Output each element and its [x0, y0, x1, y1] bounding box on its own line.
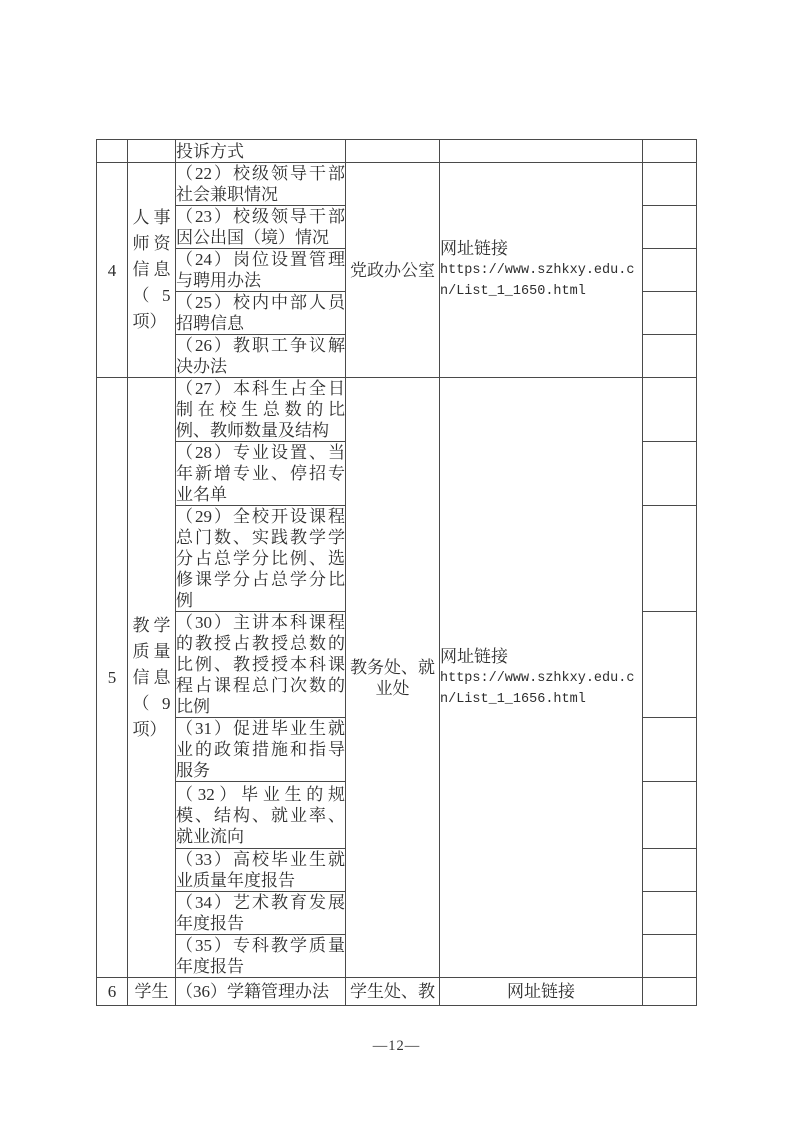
blank-cell — [643, 335, 697, 378]
blank-cell — [643, 206, 697, 249]
item-cell: （34）艺术教育发展年度报告 — [176, 893, 345, 933]
blank-cell — [643, 163, 697, 206]
row-number-cell: 5 — [97, 378, 128, 978]
link-cell — [440, 378, 643, 978]
blank-cell — [643, 442, 697, 506]
table-row — [97, 140, 697, 163]
item-cell: （22）校级领导干部社会兼职情况 — [176, 164, 345, 204]
row-number-cell: 4 — [97, 163, 128, 378]
row-number-cell — [97, 140, 128, 163]
row-number-cell: 6 — [97, 978, 128, 1006]
link-cell — [440, 163, 643, 378]
category-label: 教学质量信息（9项） — [132, 615, 171, 739]
item-cell: （36）学籍管理办法 — [176, 978, 346, 1006]
item-cell: （33）高校毕业生就业质量年度报告 — [176, 850, 345, 890]
category-cell — [128, 163, 176, 378]
category-label: 人事师资信息（5项） — [132, 208, 171, 331]
blank-cell — [643, 892, 697, 935]
link-url: https://www.szhkxy.edu.cn/List_1_1650.html — [440, 263, 635, 299]
category-cell — [128, 140, 176, 163]
item-cell: （31）促进毕业生就业的政策措施和指导服务 — [176, 719, 345, 780]
link-cell — [440, 140, 643, 163]
blank-cell — [643, 249, 697, 292]
blank-cell — [643, 292, 697, 335]
department-cell: 教务处、就业处 — [346, 378, 440, 978]
blank-cell — [643, 718, 697, 782]
page-number: —12— — [372, 1038, 421, 1054]
blank-cell — [643, 935, 697, 978]
department-cell: 党政办公室 — [346, 163, 440, 378]
item-cell: （28）专业设置、当年新增专业、停招专业名单 — [176, 443, 345, 504]
item-cell: （32）毕业生的规模、结构、就业率、就业流向 — [176, 782, 346, 849]
item-cell: （27）本科生占全日制在校生总数的比例、教师数量及结构 — [176, 379, 345, 440]
item-cell: （29）全校开设课程总门数、实践教学学分占总学分比例、选修课学分占总学分比例 — [176, 507, 345, 610]
department-cell — [346, 140, 440, 163]
table-row — [97, 978, 697, 1006]
item-cell: （30）主讲本科课程的教授占教授总数的比例、教授授本科课程占课程总门次数的比例 — [176, 613, 345, 716]
blank-cell — [643, 978, 697, 1006]
blank-cell — [643, 140, 697, 163]
table-row — [97, 163, 697, 206]
link-cell — [440, 978, 643, 1006]
link-label: 网址链接 — [440, 646, 508, 666]
blank-cell — [643, 506, 697, 612]
blank-cell — [643, 782, 697, 849]
item-cell: （25）校内中部人员招聘信息 — [176, 293, 345, 333]
blank-cell — [643, 849, 697, 892]
link-url: https://www.szhkxy.edu.cn/List_1_1656.html — [440, 670, 635, 707]
blank-cell — [643, 612, 697, 718]
item-cell: （23）校级领导干部因公出国（境）情况 — [176, 207, 345, 247]
info-disclosure-table — [96, 139, 697, 1006]
blank-cell — [643, 378, 697, 442]
table-row — [97, 378, 697, 442]
link-label: 网址链接 — [507, 981, 575, 1001]
category-cell: 学生 — [128, 978, 176, 1006]
department-cell: 学生处、教 — [346, 978, 440, 1006]
item-cell: 投诉方式 — [176, 140, 346, 163]
item-cell: （24）岗位设置管理与聘用办法 — [176, 250, 345, 290]
link-label: 网址链接 — [440, 239, 508, 258]
category-cell — [128, 378, 176, 978]
item-cell: （35）专科教学质量年度报告 — [176, 936, 345, 976]
item-cell: （26）教职工争议解决办法 — [176, 336, 345, 376]
